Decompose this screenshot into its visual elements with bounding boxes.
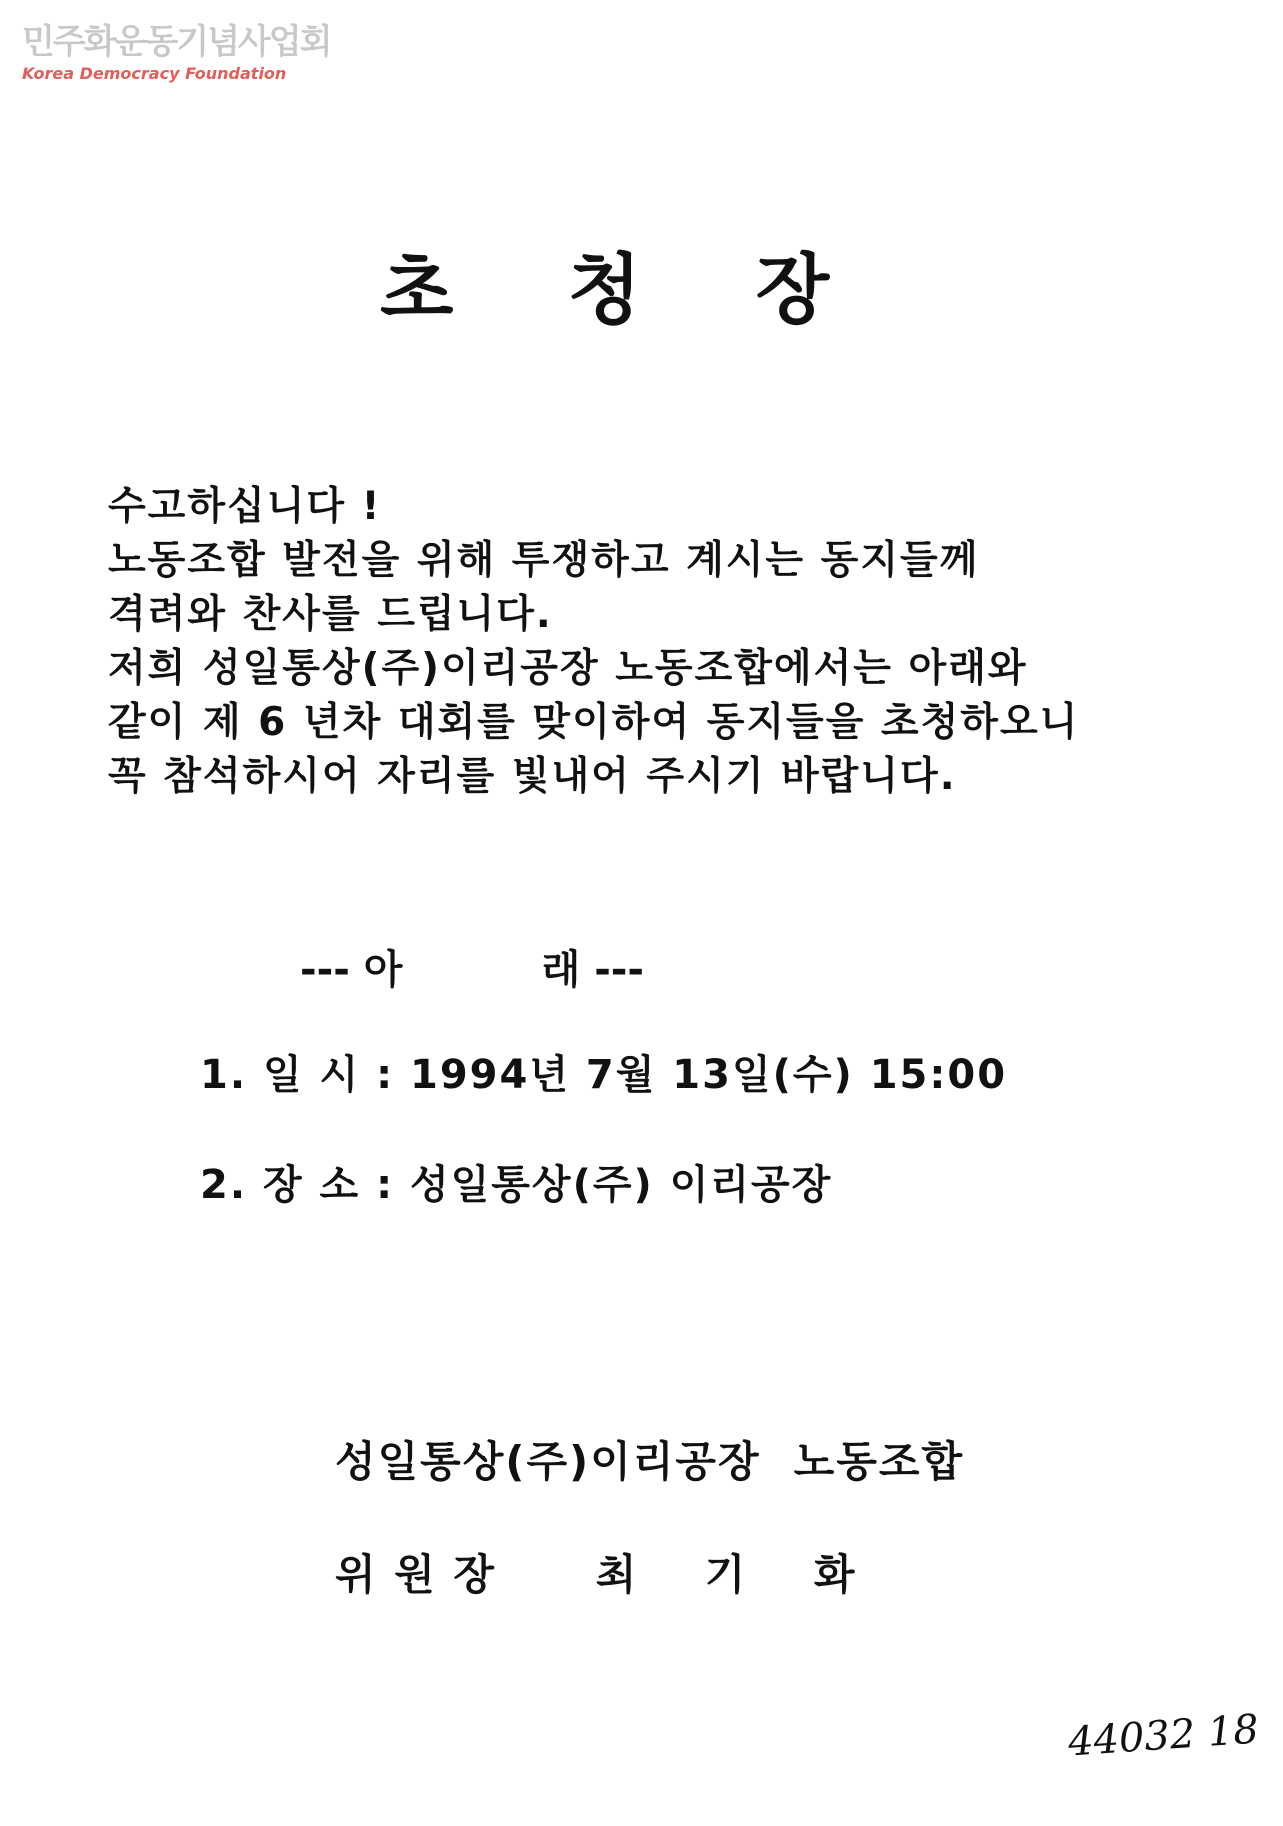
body-line: 꼭 참석하시어 자리를 빛내어 주시기 바랍니다. [108, 754, 957, 799]
handwritten-note: 44032 18 [1066, 1706, 1261, 1766]
detail-location: 2. 장 소 : 성일통상(주) 이리공장 [200, 1162, 833, 1208]
watermark-korean: 민주화운동기념사업회 [22, 22, 331, 62]
detail-datetime: 1. 일 시 : 1994년 7월 13일(수) 15:00 [200, 1052, 1008, 1098]
document-title: 초 청 장 [380, 245, 874, 334]
below-header: --- 아 래 --- [300, 947, 644, 993]
watermark-english: Korea Democracy Foundation [22, 64, 287, 83]
foundation-watermark [22, 22, 331, 84]
body-line: 저희 성일통상(주)이리공장 노동조합에서는 아래와 [108, 646, 1028, 691]
body-line: 수고하십니다 ! [108, 484, 382, 529]
invitation-body [108, 480, 1238, 804]
body-line: 노동조합 발전을 위해 투쟁하고 계시는 동지들께 [108, 538, 980, 583]
signature-chairperson: 위 원 장 최 기 화 [335, 1550, 857, 1599]
body-line: 같이 제 6 년차 대회를 맞이하여 동지들을 초청하오니 [108, 700, 1080, 745]
signature-organization: 성일통상(주)이리공장 노동조합 [335, 1437, 965, 1486]
body-line: 격려와 찬사를 드립니다. [108, 592, 553, 637]
